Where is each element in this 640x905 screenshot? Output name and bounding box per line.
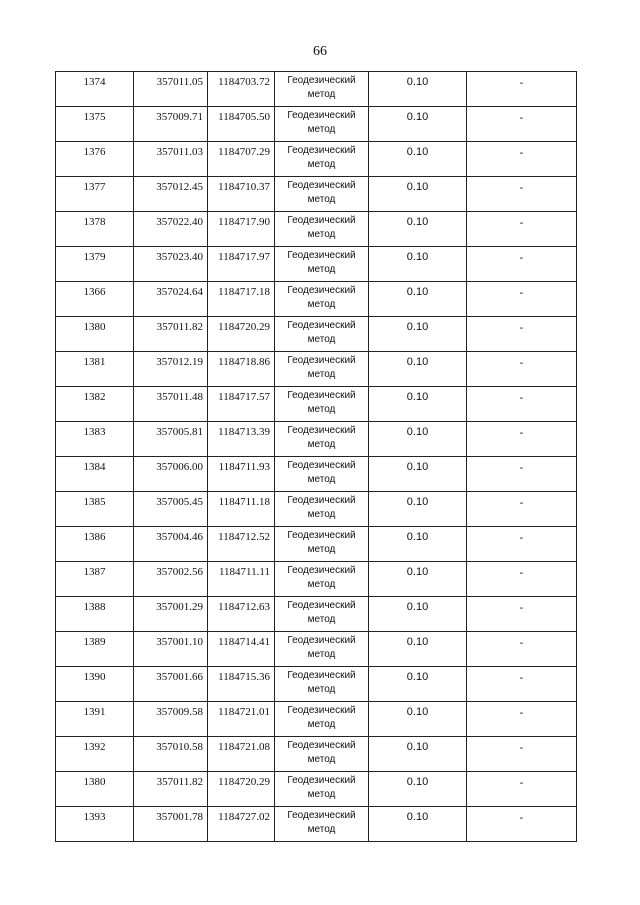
y-coordinate-cell: 1184717.57 <box>208 387 275 422</box>
table-row <box>56 247 577 282</box>
y-coordinate-cell: 1184714.41 <box>208 632 275 667</box>
note-cell: - <box>467 457 577 492</box>
accuracy-cell: 0.10 <box>369 527 467 562</box>
x-coordinate-cell: 357012.19 <box>134 352 208 387</box>
method-line-1: Геодезический <box>287 460 356 471</box>
y-coordinate-cell: 1184727.02 <box>208 807 275 842</box>
method-line-1: Геодезический <box>287 320 356 331</box>
method-line-2: метод <box>307 544 336 555</box>
y-coordinate-cell: 1184717.18 <box>208 282 275 317</box>
point-number-cell: 1377 <box>56 177 134 212</box>
method-line-2: метод <box>307 334 336 345</box>
y-coordinate-cell: 1184710.37 <box>208 177 275 212</box>
method-line-2: метод <box>307 684 336 695</box>
x-coordinate-cell: 357006.00 <box>134 457 208 492</box>
accuracy-cell: 0.10 <box>369 387 467 422</box>
table-row <box>56 72 577 107</box>
point-number-cell: 1374 <box>56 72 134 107</box>
table-row <box>56 632 577 667</box>
method-cell <box>275 772 369 807</box>
table-row <box>56 387 577 422</box>
method-line-2: метод <box>307 719 336 730</box>
method-line-1: Геодезический <box>287 285 356 296</box>
y-coordinate-cell: 1184713.39 <box>208 422 275 457</box>
point-number-cell: 1392 <box>56 737 134 772</box>
method-cell <box>275 72 369 107</box>
method-cell <box>275 212 369 247</box>
y-coordinate-cell: 1184721.08 <box>208 737 275 772</box>
point-number-cell: 1389 <box>56 632 134 667</box>
note-cell: - <box>467 527 577 562</box>
method-line-1: Геодезический <box>287 775 356 786</box>
method-line-2: метод <box>307 474 336 485</box>
method-line-2: метод <box>307 89 336 100</box>
method-line-1: Геодезический <box>287 530 356 541</box>
method-line-1: Геодезический <box>287 390 356 401</box>
method-line-2: метод <box>307 439 336 450</box>
note-cell: - <box>467 282 577 317</box>
x-coordinate-cell: 357023.40 <box>134 247 208 282</box>
note-cell: - <box>467 387 577 422</box>
method-cell <box>275 562 369 597</box>
accuracy-cell: 0.10 <box>369 772 467 807</box>
method-line-1: Геодезический <box>287 600 356 611</box>
x-coordinate-cell: 357002.56 <box>134 562 208 597</box>
point-number-cell: 1393 <box>56 807 134 842</box>
method-line-2: метод <box>307 579 336 590</box>
table-row <box>56 527 577 562</box>
method-line-1: Геодезический <box>287 740 356 751</box>
table-row <box>56 737 577 772</box>
accuracy-cell: 0.10 <box>369 457 467 492</box>
accuracy-cell: 0.10 <box>369 282 467 317</box>
note-cell: - <box>467 317 577 352</box>
method-cell <box>275 527 369 562</box>
method-line-2: метод <box>307 124 336 135</box>
method-line-2: метод <box>307 404 336 415</box>
y-coordinate-cell: 1184711.18 <box>208 492 275 527</box>
point-number-cell: 1380 <box>56 772 134 807</box>
method-cell <box>275 247 369 282</box>
note-cell: - <box>467 772 577 807</box>
point-number-cell: 1382 <box>56 387 134 422</box>
y-coordinate-cell: 1184711.11 <box>208 562 275 597</box>
method-cell <box>275 422 369 457</box>
note-cell: - <box>467 107 577 142</box>
method-cell <box>275 177 369 212</box>
x-coordinate-cell: 357011.48 <box>134 387 208 422</box>
method-cell <box>275 107 369 142</box>
note-cell: - <box>467 247 577 282</box>
x-coordinate-cell: 357022.40 <box>134 212 208 247</box>
method-line-2: метод <box>307 509 336 520</box>
accuracy-cell: 0.10 <box>369 422 467 457</box>
method-line-2: метод <box>307 754 336 765</box>
method-line-1: Геодезический <box>287 250 356 261</box>
method-cell <box>275 352 369 387</box>
note-cell: - <box>467 562 577 597</box>
x-coordinate-cell: 357011.82 <box>134 772 208 807</box>
table-row <box>56 807 577 842</box>
method-cell <box>275 492 369 527</box>
note-cell: - <box>467 177 577 212</box>
point-number-cell: 1375 <box>56 107 134 142</box>
table-row <box>56 422 577 457</box>
accuracy-cell: 0.10 <box>369 807 467 842</box>
x-coordinate-cell: 357001.78 <box>134 807 208 842</box>
method-line-1: Геодезический <box>287 495 356 506</box>
method-cell <box>275 597 369 632</box>
note-cell: - <box>467 352 577 387</box>
table-row <box>56 562 577 597</box>
method-cell <box>275 667 369 702</box>
note-cell: - <box>467 667 577 702</box>
table-row <box>56 457 577 492</box>
point-number-cell: 1387 <box>56 562 134 597</box>
method-cell <box>275 702 369 737</box>
table-row <box>56 667 577 702</box>
y-coordinate-cell: 1184712.63 <box>208 597 275 632</box>
point-number-cell: 1388 <box>56 597 134 632</box>
y-coordinate-cell: 1184717.90 <box>208 212 275 247</box>
method-line-1: Геодезический <box>287 145 356 156</box>
accuracy-cell: 0.10 <box>369 632 467 667</box>
method-line-1: Геодезический <box>287 180 356 191</box>
y-coordinate-cell: 1184720.29 <box>208 772 275 807</box>
table-row <box>56 282 577 317</box>
y-coordinate-cell: 1184705.50 <box>208 107 275 142</box>
note-cell: - <box>467 422 577 457</box>
note-cell: - <box>467 597 577 632</box>
x-coordinate-cell: 357009.58 <box>134 702 208 737</box>
point-number-cell: 1379 <box>56 247 134 282</box>
y-coordinate-cell: 1184718.86 <box>208 352 275 387</box>
x-coordinate-cell: 357001.29 <box>134 597 208 632</box>
point-number-cell: 1386 <box>56 527 134 562</box>
note-cell: - <box>467 632 577 667</box>
x-coordinate-cell: 357005.45 <box>134 492 208 527</box>
method-line-2: метод <box>307 299 336 310</box>
accuracy-cell: 0.10 <box>369 107 467 142</box>
accuracy-cell: 0.10 <box>369 212 467 247</box>
accuracy-cell: 0.10 <box>369 72 467 107</box>
point-number-cell: 1380 <box>56 317 134 352</box>
x-coordinate-cell: 357001.66 <box>134 667 208 702</box>
point-number-cell: 1383 <box>56 422 134 457</box>
note-cell: - <box>467 212 577 247</box>
accuracy-cell: 0.10 <box>369 597 467 632</box>
method-line-2: метод <box>307 229 336 240</box>
method-line-2: метод <box>307 264 336 275</box>
note-cell: - <box>467 142 577 177</box>
method-line-1: Геодезический <box>287 215 356 226</box>
x-coordinate-cell: 357012.45 <box>134 177 208 212</box>
y-coordinate-cell: 1184703.72 <box>208 72 275 107</box>
accuracy-cell: 0.10 <box>369 562 467 597</box>
x-coordinate-cell: 357004.46 <box>134 527 208 562</box>
method-line-1: Геодезический <box>287 810 356 821</box>
method-line-1: Геодезический <box>287 705 356 716</box>
method-line-2: метод <box>307 369 336 380</box>
method-line-2: метод <box>307 789 336 800</box>
coordinates-table-body <box>56 72 577 842</box>
note-cell: - <box>467 737 577 772</box>
table-row <box>56 597 577 632</box>
point-number-cell: 1366 <box>56 282 134 317</box>
y-coordinate-cell: 1184715.36 <box>208 667 275 702</box>
note-cell: - <box>467 807 577 842</box>
method-line-2: метод <box>307 159 336 170</box>
page-number: 66 <box>313 44 327 59</box>
x-coordinate-cell: 357005.81 <box>134 422 208 457</box>
y-coordinate-cell: 1184707.29 <box>208 142 275 177</box>
accuracy-cell: 0.10 <box>369 247 467 282</box>
method-cell <box>275 632 369 667</box>
method-line-2: метод <box>307 824 336 835</box>
point-number-cell: 1378 <box>56 212 134 247</box>
note-cell: - <box>467 492 577 527</box>
method-line-2: метод <box>307 649 336 660</box>
y-coordinate-cell: 1184711.93 <box>208 457 275 492</box>
method-line-1: Геодезический <box>287 565 356 576</box>
table-row <box>56 212 577 247</box>
table-row <box>56 772 577 807</box>
accuracy-cell: 0.10 <box>369 702 467 737</box>
method-line-2: метод <box>307 614 336 625</box>
method-cell <box>275 457 369 492</box>
accuracy-cell: 0.10 <box>369 667 467 702</box>
x-coordinate-cell: 357010.58 <box>134 737 208 772</box>
y-coordinate-cell: 1184720.29 <box>208 317 275 352</box>
table-row <box>56 702 577 737</box>
x-coordinate-cell: 357011.82 <box>134 317 208 352</box>
x-coordinate-cell: 357024.64 <box>134 282 208 317</box>
point-number-cell: 1376 <box>56 142 134 177</box>
method-line-1: Геодезический <box>287 355 356 366</box>
accuracy-cell: 0.10 <box>369 737 467 772</box>
note-cell: - <box>467 702 577 737</box>
coordinates-table <box>55 71 577 842</box>
accuracy-cell: 0.10 <box>369 492 467 527</box>
table-row <box>56 352 577 387</box>
table-row <box>56 492 577 527</box>
y-coordinate-cell: 1184721.01 <box>208 702 275 737</box>
accuracy-cell: 0.10 <box>369 352 467 387</box>
x-coordinate-cell: 357009.71 <box>134 107 208 142</box>
y-coordinate-cell: 1184717.97 <box>208 247 275 282</box>
table-row <box>56 317 577 352</box>
table-row <box>56 107 577 142</box>
table-row <box>56 142 577 177</box>
method-line-1: Геодезический <box>287 425 356 436</box>
point-number-cell: 1391 <box>56 702 134 737</box>
accuracy-cell: 0.10 <box>369 142 467 177</box>
table-row <box>56 177 577 212</box>
point-number-cell: 1384 <box>56 457 134 492</box>
note-cell: - <box>467 72 577 107</box>
method-line-1: Геодезический <box>287 635 356 646</box>
accuracy-cell: 0.10 <box>369 177 467 212</box>
x-coordinate-cell: 357011.03 <box>134 142 208 177</box>
method-cell <box>275 807 369 842</box>
method-line-2: метод <box>307 194 336 205</box>
point-number-cell: 1381 <box>56 352 134 387</box>
x-coordinate-cell: 357001.10 <box>134 632 208 667</box>
accuracy-cell: 0.10 <box>369 317 467 352</box>
method-cell <box>275 142 369 177</box>
point-number-cell: 1390 <box>56 667 134 702</box>
method-line-1: Геодезический <box>287 75 356 86</box>
method-cell <box>275 282 369 317</box>
point-number-cell: 1385 <box>56 492 134 527</box>
y-coordinate-cell: 1184712.52 <box>208 527 275 562</box>
method-line-1: Геодезический <box>287 670 356 681</box>
method-cell <box>275 317 369 352</box>
method-cell <box>275 737 369 772</box>
x-coordinate-cell: 357011.05 <box>134 72 208 107</box>
method-cell <box>275 387 369 422</box>
method-line-1: Геодезический <box>287 110 356 121</box>
